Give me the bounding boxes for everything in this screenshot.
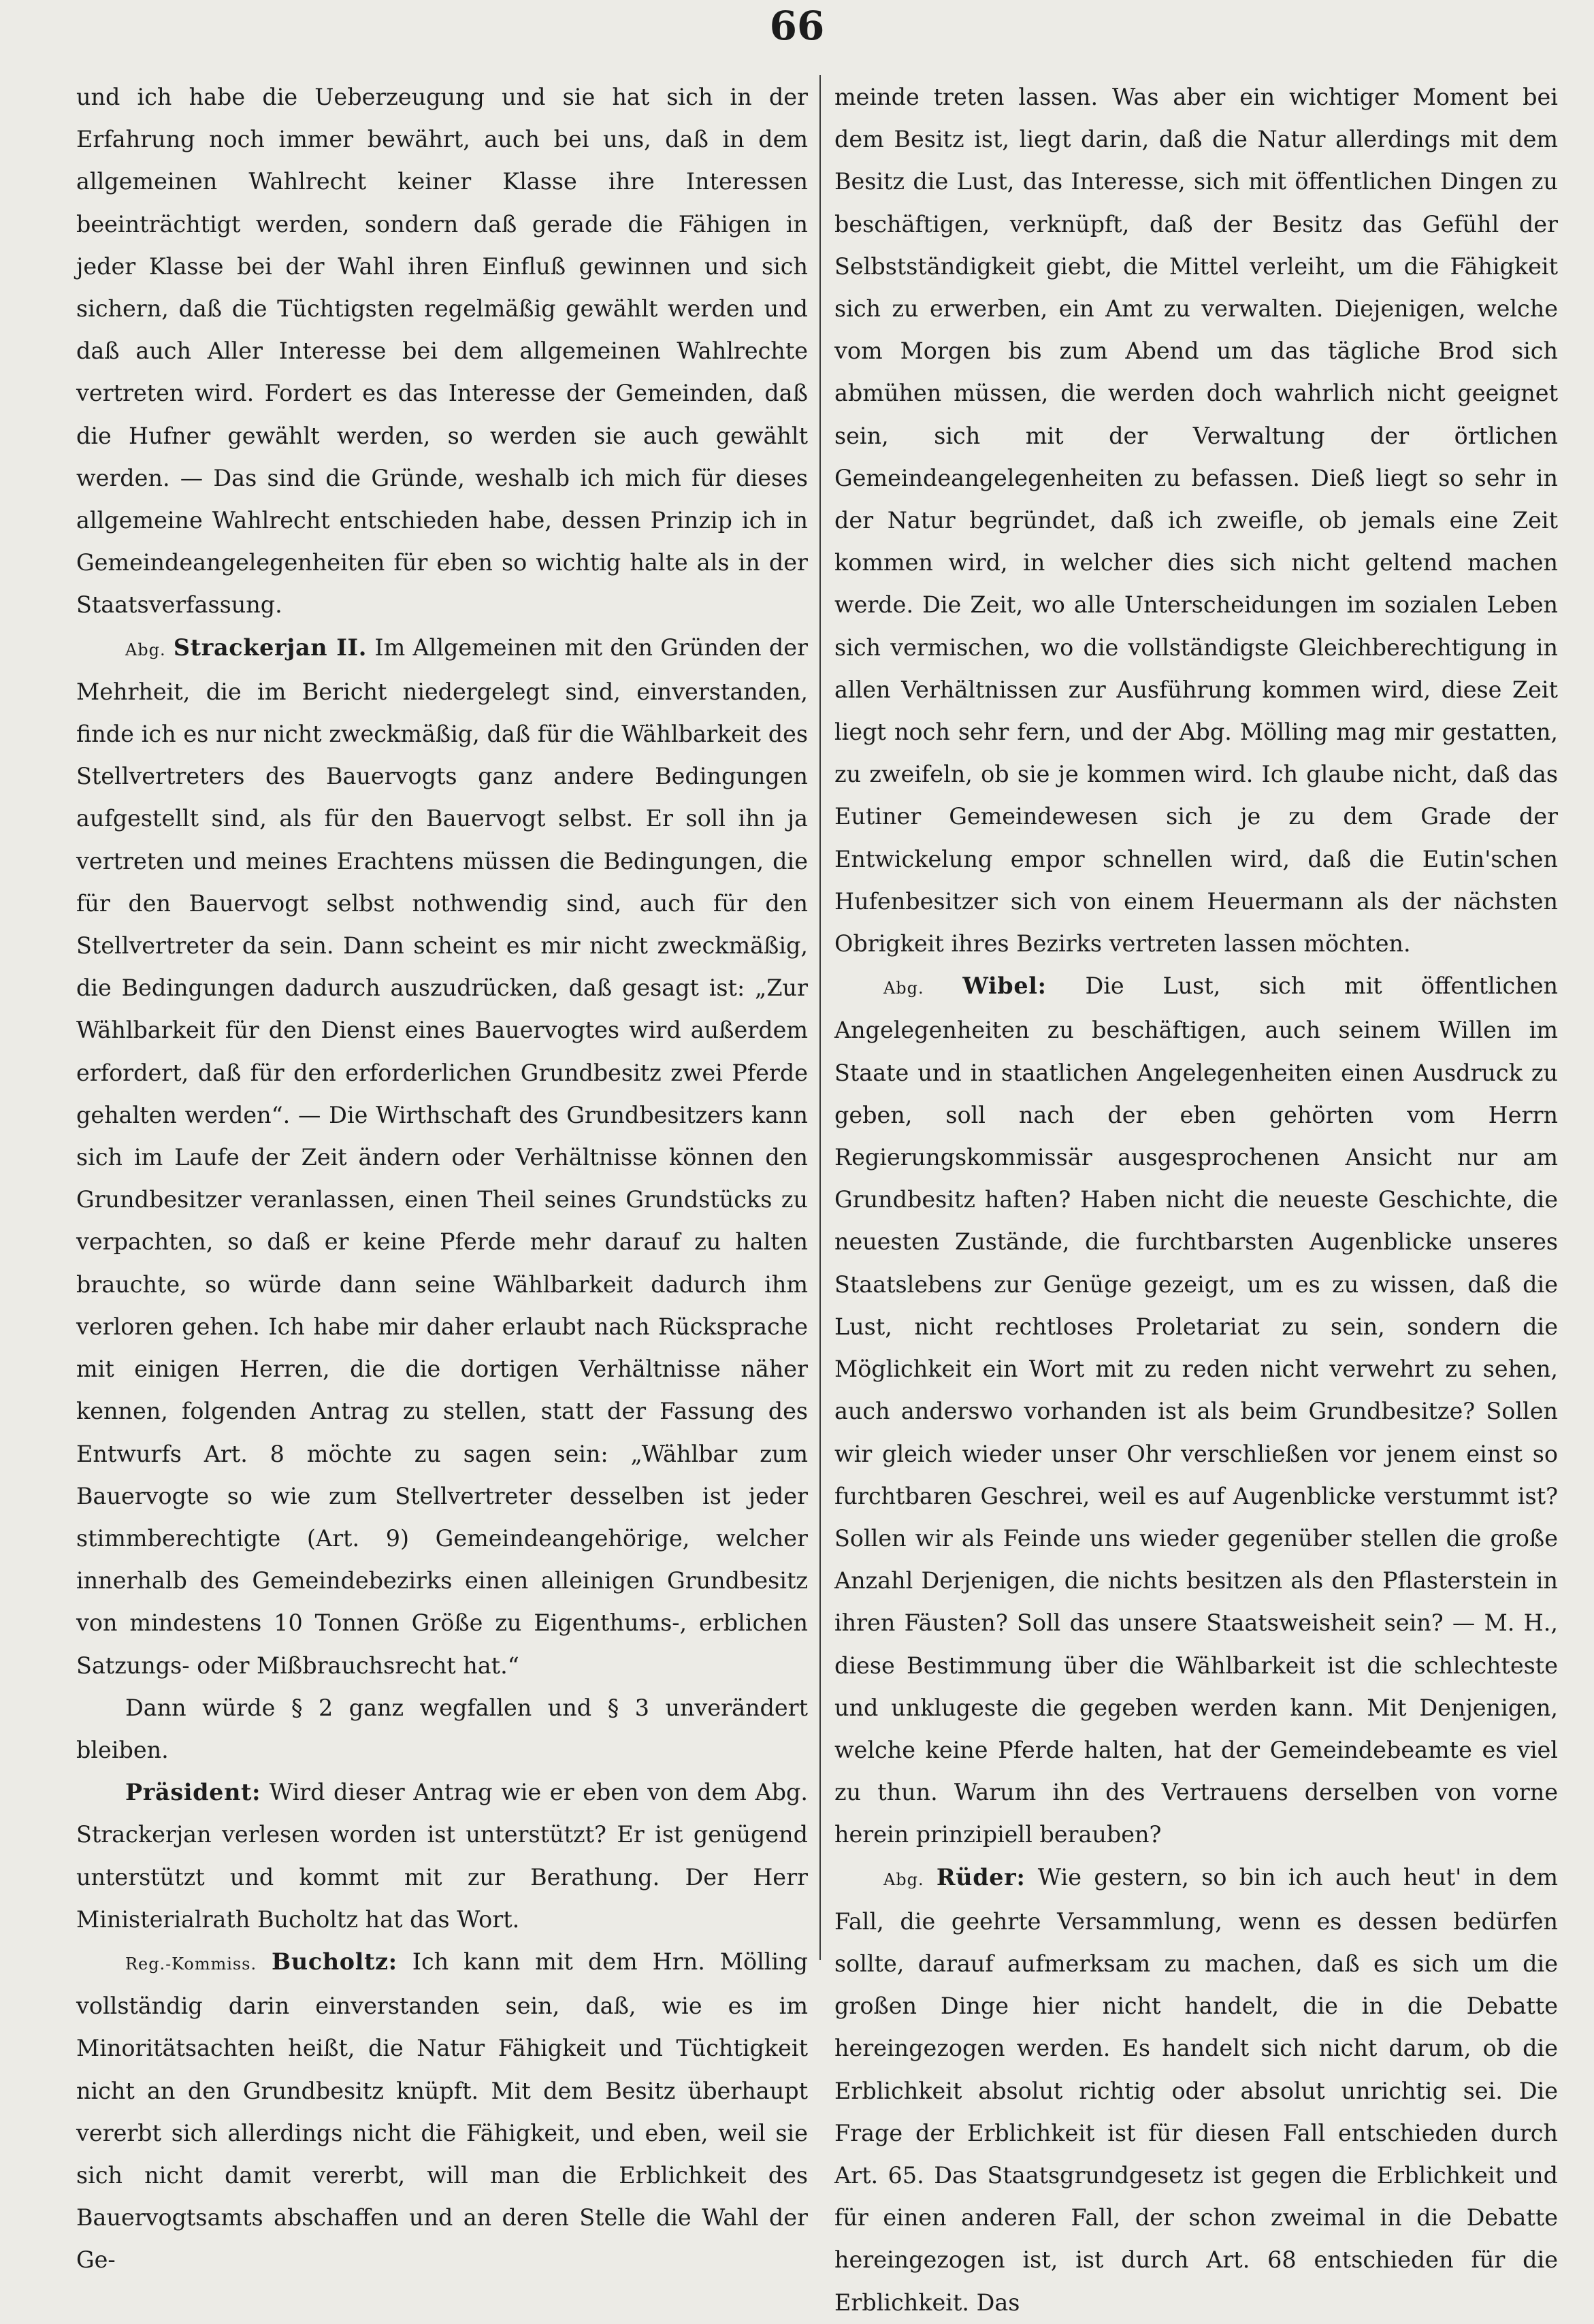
speech-praesident bbox=[76, 1771, 808, 1941]
speaker-title: Abg. bbox=[883, 1869, 924, 1889]
speech-strackerjan bbox=[76, 627, 808, 1687]
speech-text: Wie gestern, so bin ich auch heut' in dem Fall, die geehrte Versammlung, wenn es dessen bedürfen sollte, darauf aufmerksam zu machen, daß es sich um die großen Dinge hier nicht handelt, die in die Debatte hereingezogen werden. Es handelt sich nicht darum, ob die Erblichkeit absolut richtig oder absolut unrichtig sei. Die Frage der Erblichkeit ist für diesen Fall entschieden durch Art. 65. Das Staatsgrundgesetz ist gegen die Erblichkeit und für einen anderen Fall, der schon zweimal in die Debatte hereingezogen ist, ist durch Art. 68 entschieden für die Erblichkeit. Das bbox=[834, 1863, 1558, 2316]
speech-bucholtz bbox=[76, 1941, 808, 2282]
speech-text: Wird dieser Antrag wie er eben von dem Abg. Strackerjan verlesen worden ist unterstützt? Er ist genügend unterstützt und kommt mit zur Berathung. Der Herr Ministerialrath Bucholtz hat das Wort. bbox=[76, 1779, 808, 1933]
speech-text: Die Lust, sich mit öffentlichen Angelegenheiten zu beschäftigen, auch seinem Willen im Staate und in staatlichen Angelegenheiten einen Ausdruck zu geben, soll nach der eben gehörten vom Herrn Regierungskommissär ausgesprochenen Ansicht nur am Grundbesitz haften? Haben nicht die neueste Geschichte, die neuesten Zustände, die furchtbarsten Augenblicke unseres Staatslebens zur Genüge gezeigt, um es zu wissen, daß die Lust, nicht rechtloses Proletariat zu sein, sondern die Möglichkeit ein Wort mit zu reden nicht verwehrt zu sehen, auch anderswo vorhanden ist als beim Grundbesitze? Sollen wir gleich wieder unser Ohr verschließen vor jenem einst so furchtbaren Geschrei, weil es auf Augenblicke verstummt ist? Sollen wir als Feinde uns wieder gegenüber stellen die große Anzahl Derjenigen, die nichts besitzen als den Pflasterstein in ihren Fäusten? Soll das unsere Staatsweisheit sein? — M. H., diese Bestimmung über die Wählbarkeit ist die schlechteste und unklugeste die gegeben werden kann. Mit Denjenigen, welche keine Pferde halten, hat der Gemeindebeamte es viel zu thun. Warum ihn des Vertrauens derselben von vorne herein prinzipiell berauben? bbox=[834, 972, 1558, 1848]
page-number: 66 bbox=[769, 3, 825, 49]
paragraph bbox=[76, 76, 808, 627]
speaker-name: Strackerjan II. bbox=[173, 634, 368, 661]
speaker-title: Abg. bbox=[883, 979, 924, 998]
speaker-name: Rüder: bbox=[936, 1863, 1026, 1891]
speaker-name: Bucholtz: bbox=[272, 1948, 397, 1975]
column-divider bbox=[819, 75, 821, 1960]
paragraph-text: meinde treten lassen. Was aber ein wichtiger Moment bei dem Besitz ist, liegt darin, daß die Natur allerdings mit dem Besitz die Lust, das Interesse, sich mit öffentlichen Dingen zu beschäftigen, verknüpft, daß der Besitz das Gefühl der Selbstständigkeit giebt, die Mittel verleiht, um die Fähigkeit sich zu erwerben, ein Amt zu verwalten. Diejenigen, welche vom Morgen bis zum Abend um das tägliche Brod sich abmühen müssen, die werden doch wahrlich nicht geeignet sein, sich mit der Verwaltung der örtlichen Gemeindeangelegenheiten zu befassen. Dieß liegt so sehr in der Natur begründet, daß ich zweifle, ob jemals eine Zeit kommen wird, in welcher dies sich nicht geltend machen werde. Die Zeit, wo alle Unterscheidungen im sozialen Leben sich vermischen, wo die vollständigste Gleichberechtigung in allen Verhältnissen zur Ausführung kommen wird, diese Zeit liegt noch sehr fern, und der Abg. Mölling mag mir gestatten, zu zweifeln, ob sie je kommen wird. Ich glaube nicht, daß das Eutiner Gemeindewesen sich je zu dem Grade der Entwickelung empor schnellen wird, daß die Eutin'schen Hufenbesitzer sich von einem Heuermann als der nächsten Obrigkeit ihres Bezirks vertreten lassen möchten. bbox=[834, 84, 1558, 958]
right-column bbox=[834, 76, 1558, 2316]
speech-text: Ich kann mit dem Hrn. Mölling vollständig darin einverstanden sein, daß, wie es im Minoritätsachten heißt, die Natur Fähigkeit und Tüchtigkeit nicht an den Grundbesitz knüpft. Mit dem Besitz überhaupt vererbt sich allerdings nicht die Fähigkeit, und eben, weil sie sich nicht damit vererbt, will man die Erblichkeit des Bauervogtsamts abschaffen und an deren Stelle die Wahl der Ge- bbox=[76, 1948, 808, 2274]
speech-text: Im Allgemeinen mit den Gründen der Mehrheit, die im Bericht niedergelegt sind, einverstanden, finde ich es nur nicht zweckmäßig, daß für die Wählbarkeit des Stellvertreters des Bauervogts ganz andere Bedingungen aufgestellt sind, als für den Bauervogt selbst. Er soll ihn ja vertreten und meines Erachtens müssen die Bedingungen, die für den Bauervogt selbst nothwendig sind, auch für den Stellvertreter da sein. Dann scheint es mir nicht zweckmäßig, die Bedingungen dadurch auszudrücken, daß gesagt ist: „Zur Wählbarkeit für den Dienst eines Bauervogtes wird außerdem erfordert, daß für den erforderlichen Grundbesitz zwei Pferde gehalten werden“. — Die Wirthschaft des Grundbesitzers kann sich im Laufe der Zeit ändern oder Verhältnisse können den Grundbesitzer veranlassen, einen Theil seines Grundstücks zu verpachten, so daß er keine Pferde mehr darauf zu halten brauchte, so würde dann seine Wählbarkeit dadurch ihm verloren gehen. Ich habe mir daher erlaubt nach Rücksprache mit einigen Herren, die die dortigen Verhältnisse näher kennen, folgenden Antrag zu stellen, statt der Fassung des Entwurfs Art. 8 möchte zu sagen sein: „Wählbar zum Bauervogte so wie zum Stellvertreter desselben ist jeder stimmberechtigte (Art. 9) Gemeindeangehörige, welcher innerhalb des Gemeindebezirks einen alleinigen Grundbesitz von mindestens 10 Tonnen Größe zu Eigenthums-, erblichen Satzungs- oder Mißbrauchsrecht hat.“ bbox=[76, 634, 808, 1679]
paragraph bbox=[834, 76, 1558, 965]
paragraph-text: Dann würde § 2 ganz wegfallen und § 3 unverändert bleiben. bbox=[76, 1694, 808, 1763]
speaker-title: Abg. bbox=[125, 640, 166, 659]
speaker-title: Reg.-Kommiss. bbox=[125, 1954, 257, 1974]
speech-wibel bbox=[834, 965, 1558, 1856]
left-column bbox=[76, 76, 808, 2274]
speaker-name: Wibel: bbox=[962, 972, 1047, 1000]
speaker-name: Präsident: bbox=[125, 1779, 261, 1806]
paragraph bbox=[76, 1687, 808, 1771]
speech-rueder bbox=[834, 1856, 1558, 2324]
paragraph-text: und ich habe die Ueberzeugung und sie hat sich in der Erfahrung noch immer bewährt, auch bei uns, daß in dem allgemeinen Wahlrecht keiner Klasse ihre Interessen beeinträchtigt werden, sondern daß gerade die Fähigen in jeder Klasse bei der Wahl ihren Einfluß gewinnen und sich sichern, daß die Tüchtigsten regelmäßig gewählt werden und daß auch Aller Interesse bei dem allgemeinen Wahlrechte vertreten wird. Fordert es das Interesse der Gemeinden, daß die Hufner gewählt werden, so werden sie auch gewählt werden. — Das sind die Gründe, weshalb ich mich für dieses allgemeine Wahlrecht entschieden habe, dessen Prinzip ich in Gemeindeangelegenheiten für eben so wichtig halte als in der Staatsverfassung. bbox=[76, 84, 808, 619]
